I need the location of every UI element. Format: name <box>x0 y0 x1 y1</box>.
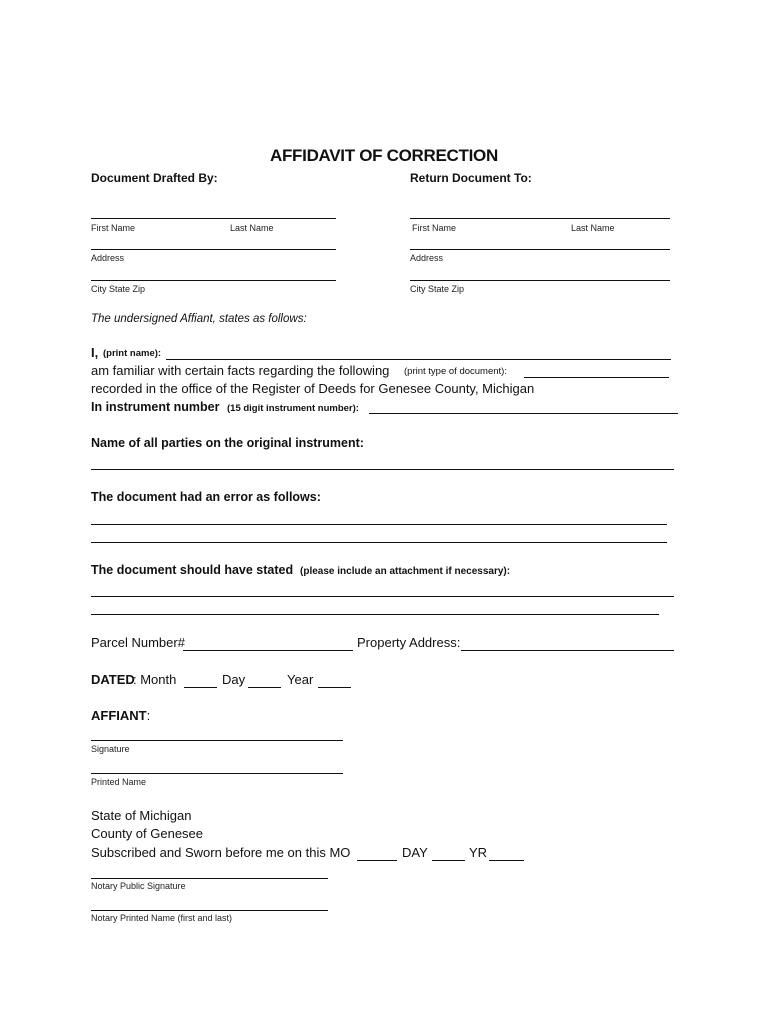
dated-month-label: : Month <box>133 672 177 687</box>
notary-printed-label: Notary Printed Name (first and last) <box>91 913 233 923</box>
familiar-text: am familiar with certain facts regarding the following <box>91 363 390 378</box>
notary-state: State of Michigan <box>91 808 192 823</box>
notary-subscribed: Subscribed and Sworn before me on this MO <box>91 845 351 860</box>
dated-label: DATED <box>91 672 135 687</box>
notary-day-line[interactable] <box>432 860 465 861</box>
return-to-label: Return Document To: <box>410 171 532 185</box>
i-label: I, <box>91 345 99 360</box>
affiant-printed-label: Printed Name <box>91 777 147 787</box>
doc-type-hint: (print type of document): <box>404 366 507 377</box>
instrument-hint: (15 digit instrument number): <box>227 403 359 414</box>
should-have-heading: The document should have stated <box>91 563 294 577</box>
parcel-line[interactable] <box>183 650 353 651</box>
error-line-2[interactable] <box>91 542 667 543</box>
dated-year-label: Year <box>287 672 314 687</box>
dated-day-label: Day <box>222 672 246 687</box>
affiant-label <box>91 708 150 723</box>
doc-type-line[interactable] <box>524 377 669 378</box>
recorded-text: recorded in the office of the Register of Deeds for Genesee County, Michigan <box>91 381 535 396</box>
drafted-address-label: Address <box>91 253 125 263</box>
print-name-line[interactable] <box>166 359 671 360</box>
parties-line[interactable] <box>91 469 674 470</box>
affiant-intro: The undersigned Affiant, states as follows: <box>91 313 307 325</box>
return-address-line[interactable] <box>410 249 670 250</box>
drafted-name-line[interactable] <box>91 218 336 219</box>
notary-signature-label: Notary Public Signature <box>91 881 186 891</box>
drafted-by-label: Document Drafted By: <box>91 171 218 185</box>
notary-signature-line[interactable] <box>91 878 328 879</box>
affiant-signature-label: Signature <box>91 744 130 754</box>
error-heading: The document had an error as follows: <box>91 490 321 504</box>
property-address-label: Property Address: <box>357 635 461 650</box>
notary-day-label: DAY <box>402 845 428 860</box>
affiant-signature-line[interactable] <box>91 740 343 741</box>
should-have-line-2[interactable] <box>91 614 659 615</box>
return-city-label: City State Zip <box>410 284 465 294</box>
notary-county: County of Genesee <box>91 826 204 841</box>
print-name-hint: (print name): <box>103 348 162 359</box>
notary-printed-line[interactable] <box>91 910 328 911</box>
affiant-label-text: AFFIANT <box>91 708 147 723</box>
return-name-line[interactable] <box>410 218 670 219</box>
affiant-label-colon: : <box>146 708 151 723</box>
return-last-name-label: Last Name <box>571 223 615 233</box>
should-have-line-1[interactable] <box>91 596 674 597</box>
return-first-name-label: First Name <box>412 223 457 233</box>
parcel-label: Parcel Number# <box>91 635 185 650</box>
drafted-city-label: City State Zip <box>91 284 146 294</box>
return-city-line[interactable] <box>410 280 670 281</box>
parties-heading: Name of all parties on the original instrument: <box>91 436 364 450</box>
drafted-first-name-label: First Name <box>91 223 136 233</box>
error-line-1[interactable] <box>91 524 667 525</box>
drafted-city-line[interactable] <box>91 280 336 281</box>
instrument-label: In instrument number <box>91 400 220 414</box>
notary-yr-label: YR <box>469 845 488 860</box>
dated-year-line[interactable] <box>318 687 351 688</box>
dated-month-line[interactable] <box>184 687 217 688</box>
drafted-address-line[interactable] <box>91 249 336 250</box>
dated-day-line[interactable] <box>248 687 281 688</box>
should-have-hint: (please include an attachment if necessary): <box>300 566 511 577</box>
affiant-printed-line[interactable] <box>91 773 343 774</box>
notary-yr-line[interactable] <box>489 860 524 861</box>
instrument-line[interactable] <box>369 413 678 414</box>
return-address-label: Address <box>410 253 444 263</box>
drafted-last-name-label: Last Name <box>230 223 274 233</box>
notary-mo-line[interactable] <box>357 860 397 861</box>
page-title: AFFIDAVIT OF CORRECTION <box>270 146 498 165</box>
property-address-line[interactable] <box>461 650 674 651</box>
